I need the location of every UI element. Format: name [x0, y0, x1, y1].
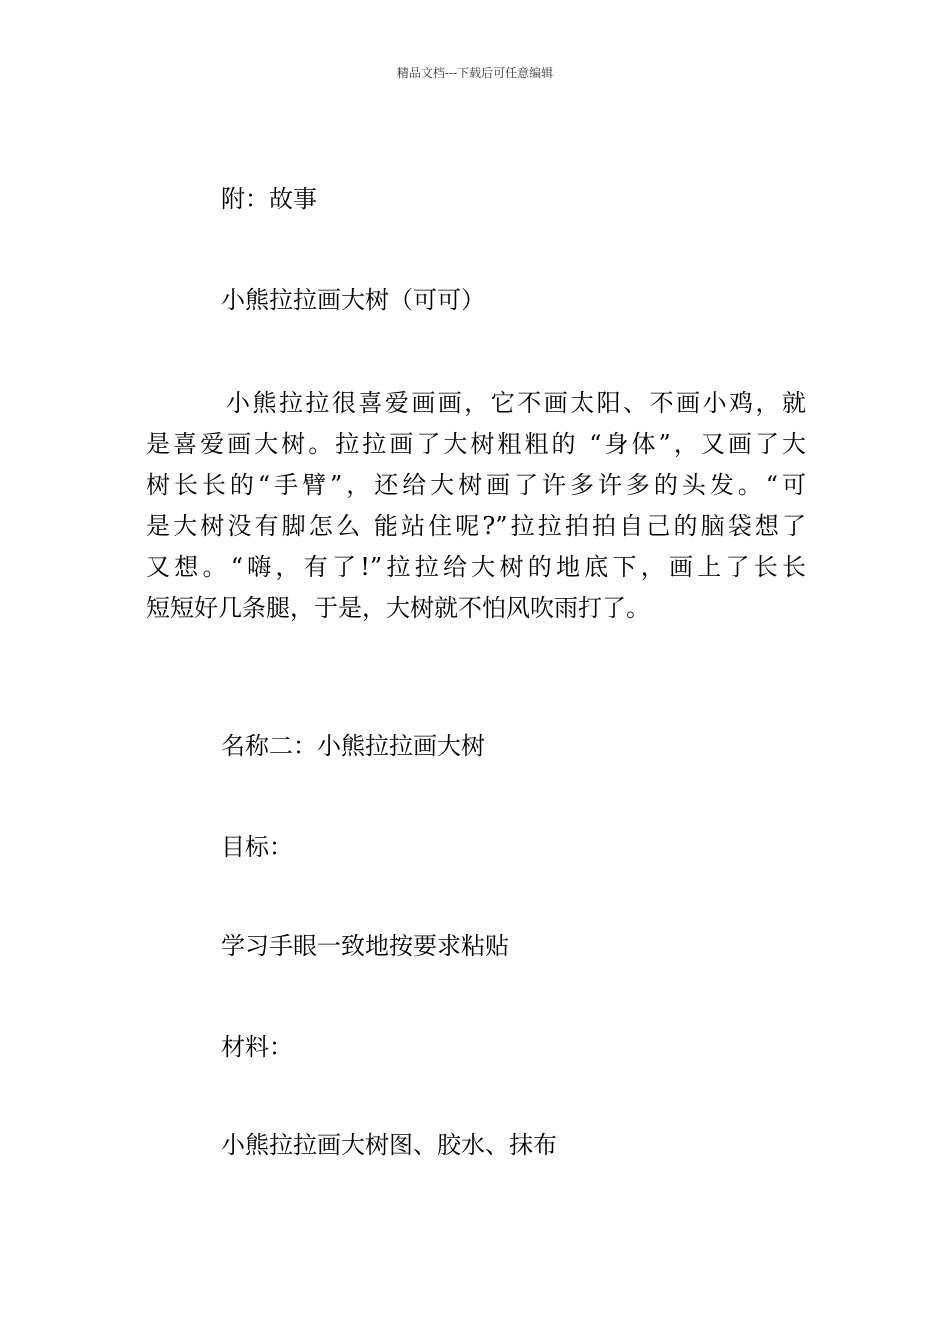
goal-label: 目标：	[221, 833, 293, 861]
story-line: 是大树没有脚怎么 能站住呢?”拉拉拍拍自己的脑袋想了	[146, 512, 806, 540]
story-line: 小熊拉拉很喜爱画画，它不画太阳、不画小鸡，就	[226, 389, 806, 417]
story-paragraph	[146, 383, 806, 629]
story-line: 树长长的“手臂”，还给大树画了许多许多的头发。“可	[146, 471, 806, 499]
goal-text: 学习手眼一致地按要求粘贴	[221, 932, 509, 960]
story-line: 是喜爱画大树。拉拉画了大树粗粗的 “身体”，又画了大	[146, 430, 806, 458]
story-title: 小熊拉拉画大树（可可）	[221, 286, 485, 314]
story-line: 又想。“嗨，有了!”拉拉给大树的地底下，画上了长长	[146, 553, 806, 581]
story-line: 短短好几条腿，于是，大树就不怕风吹雨打了。	[146, 594, 650, 622]
materials-text: 小熊拉拉画大树图、胶水、抹布	[221, 1131, 557, 1159]
materials-label: 材料：	[221, 1033, 293, 1061]
section-name-two: 名称二：小熊拉拉画大树	[221, 732, 485, 760]
page-header: 精品文档---下载后可任意编辑	[396, 66, 554, 80]
appendix-heading: 附：故事	[221, 185, 317, 213]
